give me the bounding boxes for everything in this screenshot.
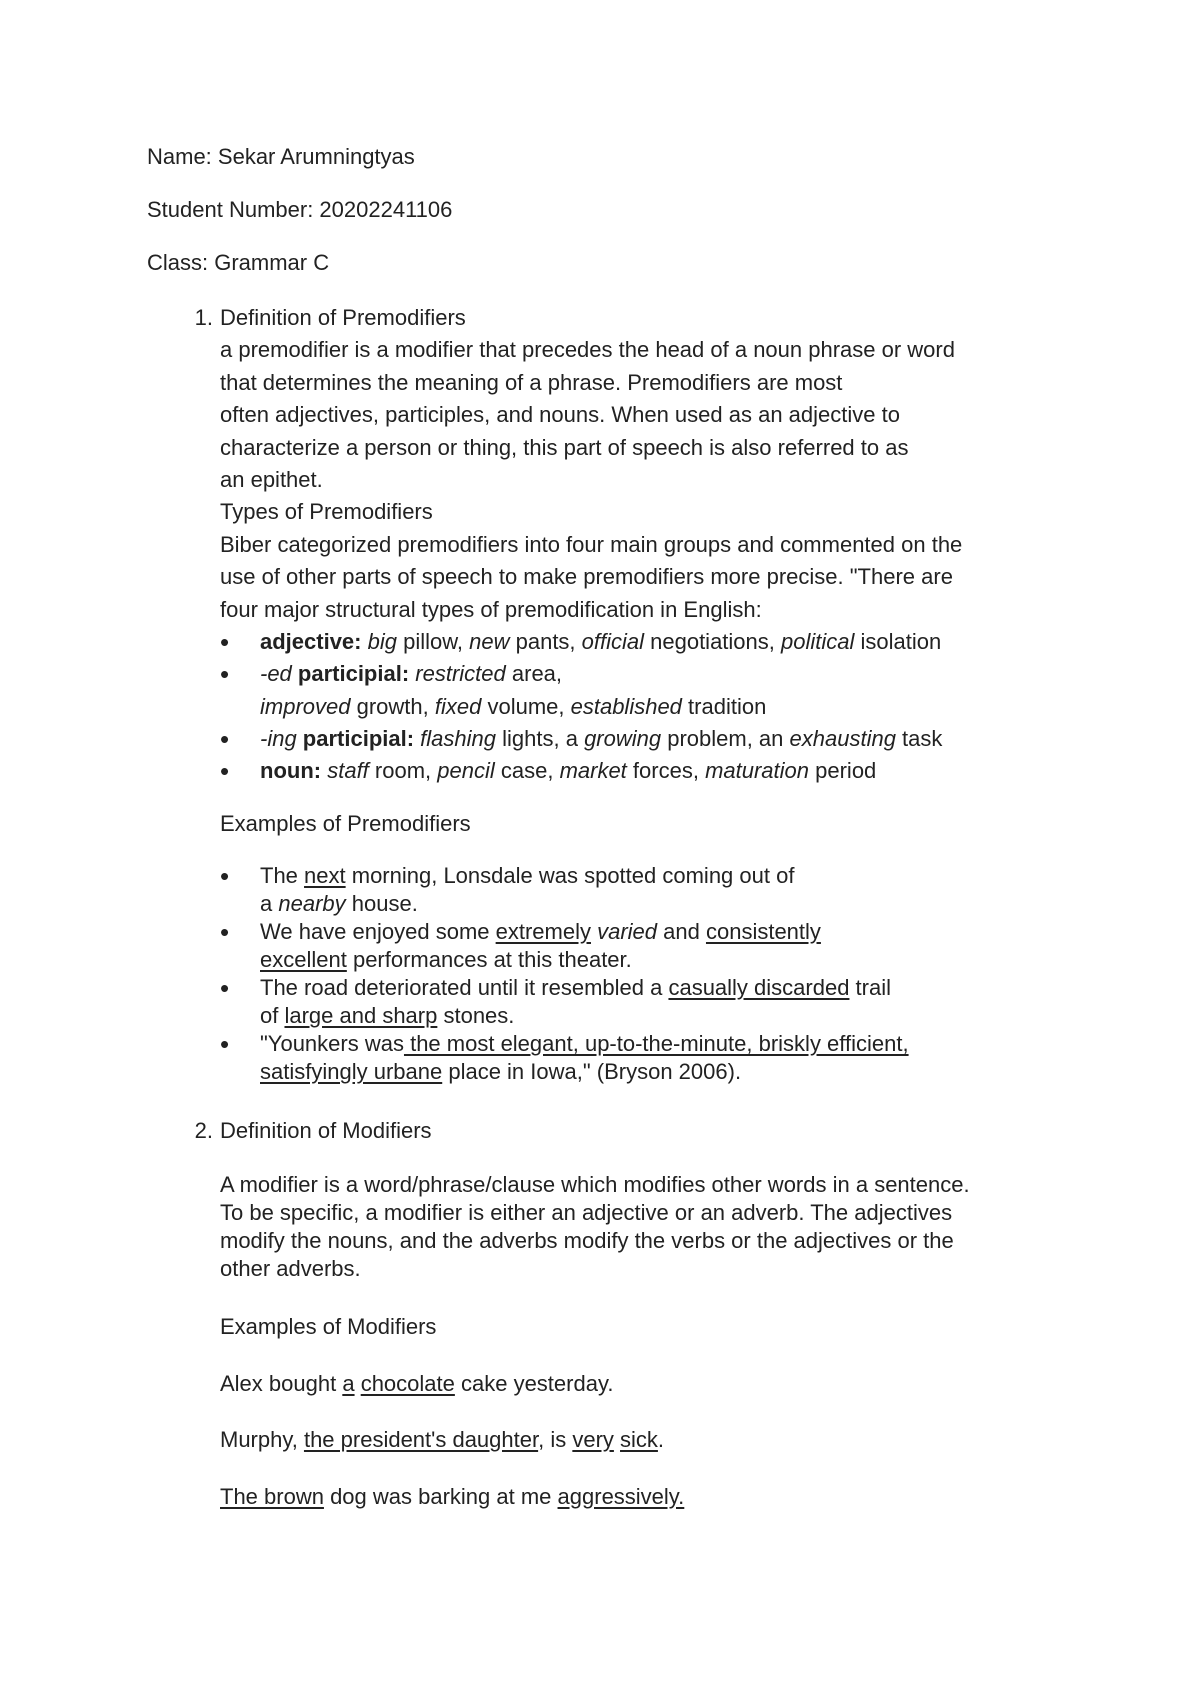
examples-heading: Examples of Modifiers bbox=[220, 1314, 437, 1340]
student-number: Student Number: 20202241106 bbox=[147, 197, 453, 222]
class-name: Class: Grammar C bbox=[147, 250, 330, 275]
section-heading: Definition of Premodifiers bbox=[220, 305, 466, 330]
list-item: • adjective: big pillow, new pants, official negotiations, political isolation bbox=[187, 626, 1080, 658]
definition-line: other adverbs. bbox=[220, 1256, 361, 1282]
section-number: 1. bbox=[194, 305, 213, 330]
list-item: • The next morning, Lonsdale was spotted coming out of a nearby house. bbox=[187, 862, 1080, 918]
types-intro-line: Biber categorized premodifiers into four main groups and commented on the bbox=[220, 531, 963, 557]
list-item: • The road deteriorated until it resembled a casually discarded trail of large and sharp stones. bbox=[187, 974, 1080, 1030]
types-intro-line: use of other parts of speech to make premodifiers more precise. "There are bbox=[220, 564, 953, 590]
list-item: • -ed participial: restricted area, improved growth, fixed volume, established tradition bbox=[187, 658, 1080, 723]
section-body bbox=[220, 302, 1080, 1086]
list-item: • noun: staff room, pencil case, market forces, maturation period bbox=[187, 755, 1080, 787]
definition-line: a premodifier is a modifier that precedes the head of a noun phrase or word bbox=[220, 337, 955, 363]
definition-line: modify the nouns, and the adverbs modify the verbs or the adjectives or the bbox=[220, 1228, 954, 1254]
student-name: Name: Sekar Arumningtyas bbox=[147, 144, 415, 169]
types-intro-line: four major structural types of premodification in English: bbox=[220, 596, 762, 622]
example-sentence: Murphy, the president's daughter, is very sick. bbox=[220, 1427, 665, 1453]
definition-line: an epithet. bbox=[220, 466, 323, 492]
section-body bbox=[220, 1115, 1080, 1513]
examples-list bbox=[187, 862, 1080, 1086]
definition-line: that determines the meaning of a phrase. Premodifiers are most bbox=[220, 369, 843, 395]
list-item: • "Younkers was the most elegant, up-to-the-minute, briskly efficient, satisfyingly urbane place in Iowa," (Bryson 2006). bbox=[187, 1030, 1080, 1086]
definition-line: To be specific, a modifier is either an adjective or an adverb. The adjectives bbox=[220, 1200, 953, 1226]
definition-line: characterize a person or thing, this part of speech is also referred to as bbox=[220, 434, 909, 460]
section-heading: Definition of Modifiers bbox=[220, 1118, 432, 1143]
examples-heading: Examples of Premodifiers bbox=[220, 810, 471, 836]
definition-line: A modifier is a word/phrase/clause which modifies other words in a sentence. bbox=[220, 1172, 970, 1198]
definition-line: often adjectives, participles, and nouns. When used as an adjective to bbox=[220, 402, 900, 428]
types-heading: Types of Premodifiers bbox=[220, 499, 433, 525]
list-item: • We have enjoyed some extremely varied and consistently excellent performances at this theater. bbox=[187, 918, 1080, 974]
example-sentence: Alex bought a chocolate cake yesterday. bbox=[220, 1370, 614, 1396]
section-number: 2. bbox=[194, 1118, 213, 1143]
types-list bbox=[187, 626, 1080, 788]
list-item: • -ing participial: flashing lights, a growing problem, an exhausting task bbox=[187, 723, 1080, 755]
example-sentence: The brown dog was barking at me aggressively. bbox=[220, 1483, 685, 1509]
